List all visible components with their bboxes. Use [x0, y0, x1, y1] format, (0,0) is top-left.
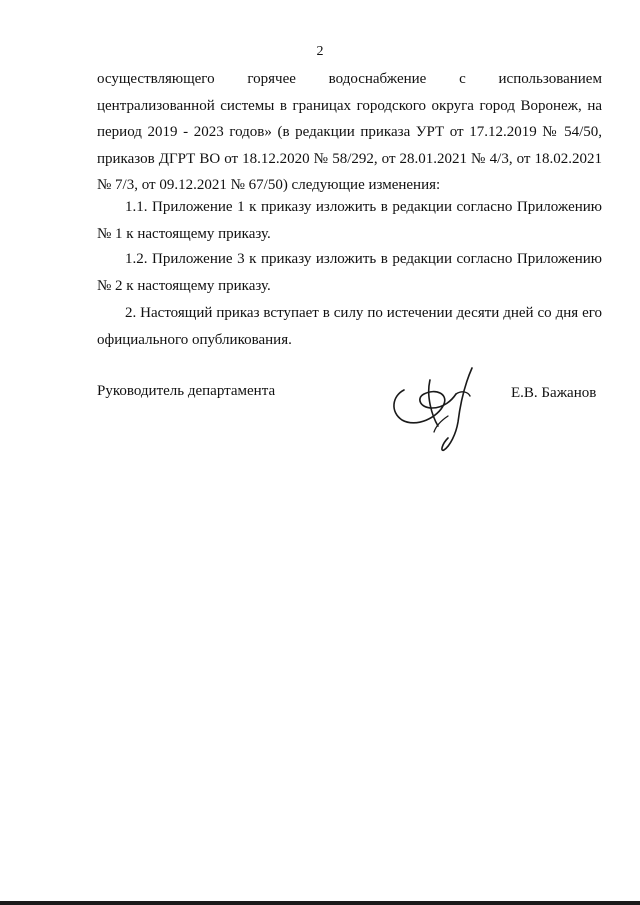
- word: с: [459, 71, 466, 87]
- word: горячее: [247, 71, 296, 87]
- signatory-name: Е.В. Бажанов: [511, 385, 597, 401]
- paragraph-item-1-1: 1.1. Приложение 1 к приказу изложить в редакции согласно Приложению № 1 к настоящему приказу.: [97, 199, 602, 242]
- paragraph-text: централизованной системы в границах городского округа город Воронеж, на период 2019 - 2023 годов» (в редакции приказа УРТ от 17.12.2019 № 54/50, приказов ДГРТ ВО от 18.12.2020 № 58/292, от 28.01.2021 № 4/3, от 18.02.2021 № 7/3, от 09.12.2021 № 67/50) следующие изменения:: [97, 97, 602, 193]
- paragraph-item-1-2: 1.2. Приложение 3 к приказу изложить в редакции согласно Приложению № 2 к настоящему приказу.: [97, 251, 602, 294]
- word: использованием: [498, 71, 602, 87]
- word: водоснабжение: [328, 71, 427, 87]
- page-number: 2: [316, 44, 324, 59]
- paragraph-item-2: 2. Настоящий приказ вступает в силу по истечении десяти дней со дня его официального опубликования.: [97, 305, 602, 348]
- paragraph-changes-intro: [97, 66, 602, 199]
- signatory-position: Руководитель департамента: [97, 383, 276, 399]
- handwritten-signature: [386, 360, 496, 460]
- word: осуществляющего: [97, 71, 215, 87]
- paragraph-first-line: [97, 66, 602, 93]
- scan-edge: [0, 901, 640, 905]
